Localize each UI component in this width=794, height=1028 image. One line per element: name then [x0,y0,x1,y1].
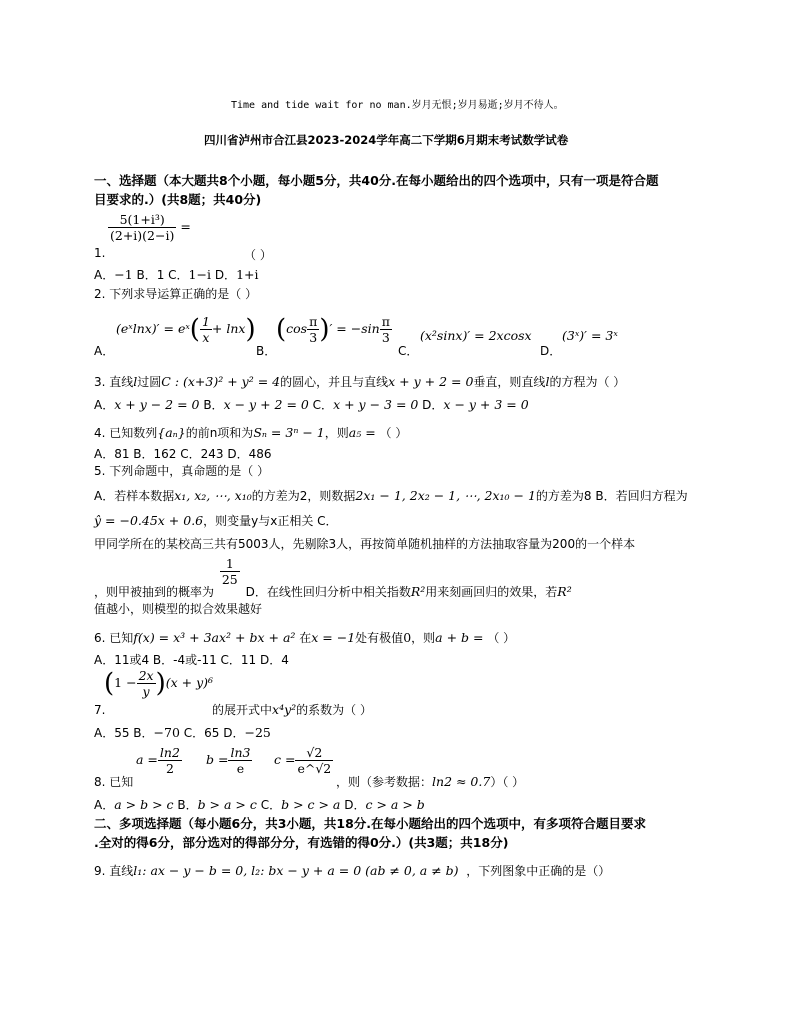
q2-option-c-label: C． [398,344,419,358]
q3-l2: l [545,374,550,389]
q5-stem: 5. 下列命题中，真命题的是（ ） [94,464,270,478]
q2-a-right: + lnx [211,321,246,336]
q6-part3: 处有极值 [355,631,404,645]
q5-prob-den: 25 [221,572,238,587]
q7-option-a-b-label: A．55 B． [94,726,154,740]
q7-part2: 的展开式中 [212,703,273,717]
q1-options [94,266,259,283]
q8-c [274,745,333,776]
q5-a-data: x₁, x₂, ⋯, x₁₀ [174,488,252,503]
q8-option-b-label: B． [177,798,198,812]
q8-b-den: e [236,761,245,776]
q1-blank: （ ） [244,248,272,262]
q3-option-d-label: D． [422,398,444,412]
q8-option-a-label: A． [94,798,115,812]
q1-option-a-label: A． [94,268,115,282]
q1-option-c-value: 1−i [188,267,211,282]
q7-number: 7. [94,703,106,717]
q4-part2: 的前n项和为 [185,426,254,440]
q6-func: f(x) = x³ + 3ax² + bx + a² [133,630,296,645]
q5-a-text3: 的方差为8 B．若回归方程为 [535,489,688,503]
q8-c-num: √2 [295,745,333,761]
q8-c-den: e^√2 [297,761,332,776]
q2-a-left: (eˣlnx)′ = eˣ [116,321,190,336]
q6-xval: x = −1 [311,630,356,645]
q3-stem [94,373,625,390]
q5-d-text: D．在线性回归分析中相关指数 [245,585,411,599]
q8-option-d-label: D． [344,798,366,812]
q1-denominator: (2+i)(2−i) [110,228,175,243]
q3-options [94,396,529,413]
q7-right: (x + y)⁶ [165,675,214,690]
q2-b-frac-den: 3 [309,330,318,345]
q2-b-frac2-den: 3 [381,330,390,345]
q3-part5: 的方程为（ ） [549,375,626,389]
q5-line-d3: 值越小，则模型的拟合效果越好 [94,602,263,616]
q2-b-mid: = −sin [336,321,380,336]
q2-b-cos: cos [286,321,308,336]
q2-a-frac-den: x [202,330,210,345]
q3-part2: 过圆 [137,375,162,389]
q3-part1: 3. 直线 [94,375,134,389]
q4-seq: {aₙ} [157,425,186,440]
q8-a-num: ln2 [159,745,180,760]
q1-option-b-c-label: B．1 C． [136,268,189,282]
q2-option-b-expr: (cos $\frac{\pi}{3}$ )′ = −sin $\frac{\pi}{3}$ [276,314,390,345]
q9-lines: l₁: ax − y − b = 0, l₂: bx − y + a = 0 (ab ≠ 0, a ≠ b) [133,863,459,878]
q1-fraction [108,212,191,243]
q8-options [94,796,425,813]
q3-l: l [133,374,138,389]
q5-r2-b: R² [557,584,572,599]
q2-option-d-label: D． [540,344,562,358]
q6-part4: ，则 [411,631,436,645]
q1-numerator: 5(1+i³) [108,212,176,228]
q5-a-text1: A．若样本数据 [94,489,175,503]
q9-part2: ，下列图象中正确的是（） [466,864,611,878]
q8-ref: ln2 ≈ 0.7 [432,774,491,789]
q1-equals: = [180,219,191,234]
q6-blank: （ ） [487,631,516,645]
q2-option-c-expr: (x²sinx)′ = 2xcosx [420,328,532,343]
q5-a-text2: 的方差为2，则数据 [251,489,356,503]
q7-left: 1 − [114,675,137,690]
q7-option-b: −70 [153,725,180,740]
q5-line-a [94,487,688,504]
q7-frac-num: 2x [138,668,154,683]
q3-part3: 的圆心，并且与直线 [280,375,389,389]
q6-zero: 0 [403,630,412,645]
q3-option-c-label: C． [312,398,334,412]
q5-line-c2 [94,556,572,599]
q4-blank: （ ） [379,426,408,440]
q8-part2: ，则（参考数据： [336,775,433,789]
q8-part1: 8. 已知 [94,775,134,789]
q8-option-c-label: C． [260,798,282,812]
q7-part3: 的系数为（ ） [296,703,372,717]
section1-heading-line1: 一、选择题（本大题共8个小题，每小题5分，共40分.在每小题给出的四个选项中，只有一项是符合题 [94,173,659,188]
q5-c2-text: ，则甲被抽到的概率为 [94,585,215,599]
q2-option-d-expr: (3ˣ)′ = 3ˣ [562,328,618,343]
q5-a-data2: 2x₁ − 1, 2x₂ − 1, ⋯, 2x₁₀ − 1 [355,488,536,503]
q5-regression: ŷ = −0.45x + 0.6 [94,513,204,528]
q4-sum: Sₙ = 3ⁿ − 1 [253,425,325,440]
q3-circle: C : (x+3)² + y² = 4 [161,374,281,389]
q4-stem [94,424,407,441]
q8-b-num: ln3 [230,745,251,760]
q7-option-c-d-label: C．65 D． [183,726,245,740]
q8-option-a: a > b > c [114,797,174,812]
q4-a5: a₅ = [348,425,376,440]
q8-option-c: b > c > a [281,797,341,812]
q8-part3: ）（ ） [490,775,525,789]
q5-r2: R² [410,584,426,599]
q2-option-a-expr: (eˣlnx)′ = eˣ( $\frac{1}{x}$ + lnx) [116,314,256,345]
q7-expr: (1 − $\frac{2x}{y}$ )(x + y)⁶ [104,668,214,699]
q3-option-b-label: B． [203,398,224,412]
q7-options [94,724,271,741]
q2-b-frac2-num: π [381,314,390,329]
q3-option-a: x + y − 2 = 0 [114,397,200,412]
q5-b-text: ，则变量y与x正相关 C． [203,514,338,528]
q6-part1: 6. 已知 [94,631,134,645]
q9-part1: 9. 直线 [94,864,134,878]
q3-part4: 垂直，则直线 [473,375,546,389]
q6-sum: a + b = [435,630,484,645]
q1-option-d-label: D． [214,268,237,282]
q8-a [136,745,182,776]
q7-option-d: −25 [244,725,271,740]
q1-option-d-value: 1+i [236,267,259,282]
q8-a-den: 2 [165,761,174,776]
q2-b-frac-num: π [309,314,318,329]
q6-stem [94,629,515,646]
motto: Time and tide wait for no man.岁月无恨;岁月易逝;岁月不待人。 [231,100,564,111]
q7-term: x⁴y² [272,702,297,717]
q5-prob-num: 1 [220,556,240,572]
section2-heading-line1: 二、多项选择题（每小题6分，共3小题，共18分.在每小题给出的四个选项中，有多项符合题目要求 [94,816,647,831]
q5-d-text2: 用来刻画回归的效果，若 [425,585,558,599]
q6-part2: 在 [299,631,312,645]
section1-heading-line2: 目要求的.）(共8题；共40分) [94,192,262,207]
q6-options: A．11或4 B．-4或-11 C．11 D．4 [94,653,289,667]
q3-line: x + y + 2 = 0 [388,374,474,389]
q4-part1: 4. 已知数列 [94,426,158,440]
q1-number: 1. [94,246,106,260]
q3-option-c: x + y − 3 = 0 [333,397,419,412]
q3-option-a-label: A． [94,398,115,412]
q2-a-frac-num: 1 [201,314,210,329]
q3-option-b: x − y + 2 = 0 [223,397,309,412]
q8-b [206,745,252,776]
page-title: 四川省泸州市合江县2023-2024学年高二下学期6月期末考试数学试卷 [204,133,569,147]
q5-line-b [94,512,338,529]
q8-rest [336,773,524,790]
q8-b-lhs: b = [206,752,229,767]
q3-option-d: x − y + 3 = 0 [443,397,529,412]
section2-heading-line2: .全对的得6分，部分选对的得部分分，有选错的得0分.）(共3题；共18分) [94,835,509,850]
q8-a-lhs: a = [136,752,158,767]
q7-rest [212,701,372,718]
q1-option-a-value: −1 [114,267,133,282]
q9-stem [94,862,610,879]
q2-stem: 2. 下列求导运算正确的是（ ） [94,287,258,301]
q4-part3: ，则 [324,426,349,440]
q8-c-lhs: c = [274,752,296,767]
q5-line-c: 甲同学所在的某校高三共有5003人，先剔除3人，再按简单随机抽样的方法抽取容量为200的一个样本 [94,537,636,551]
q4-options: A．81 B．162 C．243 D．486 [94,447,272,461]
q2-option-a-label: A． [94,344,115,358]
q8-option-b: b > a > c [197,797,257,812]
q8-option-d: c > a > b [365,797,425,812]
q2-option-b-label: B． [256,344,277,358]
q7-frac-den: y [142,684,150,699]
